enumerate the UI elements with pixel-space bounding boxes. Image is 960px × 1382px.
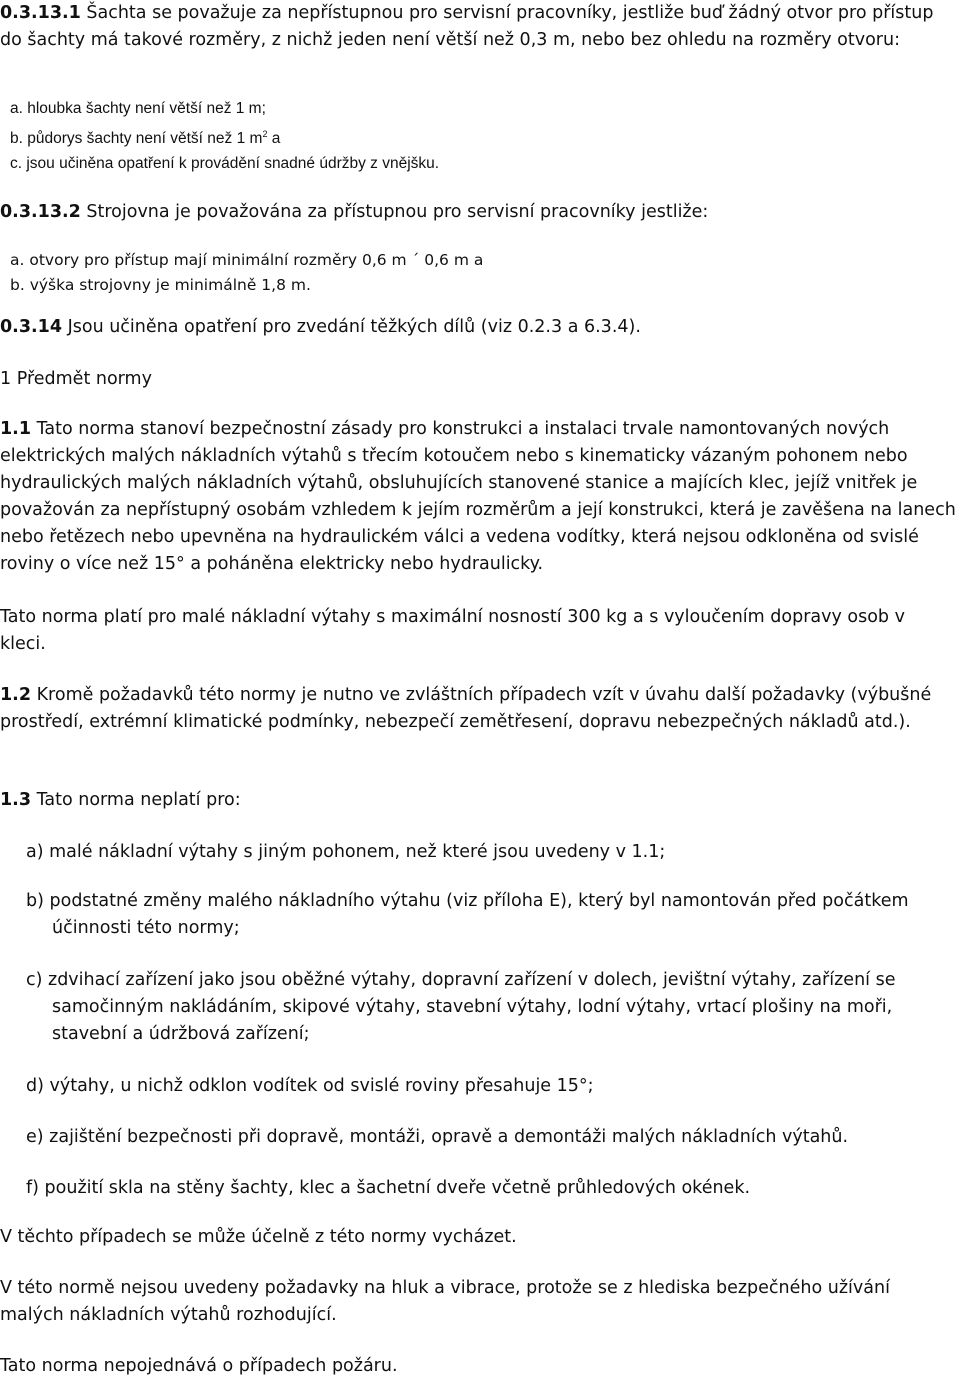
paragraph-applicability: V těchto případech se může účelně z této normy vycházet. — [0, 1227, 517, 1247]
section-number: 0.3.14 — [0, 317, 63, 337]
paragraph-text: Šachta se považuje za nepřístupnou pro servisní pracovníky, jestliže buď žádný otvor pro přístup do šachty má takové rozměry, z nichž jeden není větší než 0,3 m, nebo bez ohledu na rozměry otvoru: — [0, 3, 934, 50]
paragraph-1-2 — [0, 682, 956, 736]
list-item-b-tail: a — [267, 130, 281, 147]
paragraph-text: Tato norma neplatí pro: — [31, 790, 241, 810]
list-0-3-13-1 — [10, 97, 439, 176]
paragraph-fire: Tato norma nepojednává o případech požáru. — [0, 1356, 398, 1376]
exclusion-item-f: f) použití skla na stěny šachty, klec a šachetní dveře včetně průhledových okének. — [26, 1178, 751, 1198]
section-number: 1.3 — [0, 790, 32, 810]
exclusion-item-c: c) zdvihací zařízení jako jsou oběžné výtahy, dopravní zařízení v dolech, jevištní výtahy, zařízení se samočinným nakládáním, skipové výtahy, stavební výtahy, lodní výtahy, vrtací plošiny na moři, stavební a údržbová zařízení; — [26, 970, 896, 1044]
exclusion-item-b: b) podstatné změny malého nákladního výtahu (viz příloha E), který byl namontován před počátkem účinnosti této normy; — [26, 891, 909, 938]
exclusion-item-d: d) výtahy, u nichž odklon vodítek od svislé roviny přesahuje 15°; — [26, 1076, 594, 1096]
exclusion-item-e: e) zajištění bezpečnosti při dopravě, montáži, opravě a demontáži malých nákladních výtahů. — [26, 1127, 849, 1147]
section-0-3-14 — [0, 314, 641, 341]
superscript: 2 — [262, 129, 268, 139]
section-number: 0.3.13.1 — [0, 3, 81, 23]
section-0-3-13-1-text — [0, 0, 956, 54]
list-0-3-13-2 — [10, 248, 483, 297]
list-item-b: b. výška strojovny je minimálně 1,8 m. — [10, 276, 311, 294]
list-item-b-text: b. půdorys šachty není větší než 1 m — [10, 130, 263, 147]
paragraph-scope: Tato norma platí pro malé nákladní výtahy s maximální nosností 300 kg a s vyloučením dopravy osob v kleci. — [0, 607, 905, 654]
list-item-b — [10, 122, 439, 151]
paragraph-text: Strojovna je považována za přístupnou pro servisní pracovníky jestliže: — [80, 202, 709, 222]
section-number: 0.3.13.2 — [0, 202, 81, 222]
paragraph-text: Jsou učiněna opatření pro zvedání těžkých dílů (viz 0.2.3 a 6.3.4). — [62, 317, 641, 337]
section-number: 1.1 — [0, 419, 32, 439]
section-heading: 1 Předmět normy — [0, 369, 152, 389]
section-0-3-13-1 — [0, 0, 956, 54]
list-item-a: a. otvory pro přístup mají minimální rozměry 0,6 m ´ 0,6 m a — [10, 251, 484, 269]
list-item-c: c. jsou učiněna opatření k provádění snadné údržby z vnějšku. — [10, 155, 440, 172]
paragraph-1-3 — [0, 787, 241, 814]
section-0-3-13-2 — [0, 199, 708, 226]
paragraph-text: Tato norma stanoví bezpečnostní zásady pro konstrukci a instalaci trvale namontovaných nových elektrických malých nákladních výtahů s třecím kotoučem nebo s kinematicky vázaným pohonem nebo hydraulických malých nákladních výtahů, obsluhujících stanovené stanice a majících klec, jejíž vnitřek je považován za nepřístupný osobám vzhledem k jejím rozměrům a její konstrukci, která je zavěšena na lanech nebo řetězech nebo upevněna na hydraulickém válci a vedena vodítky, která nejsou odkloněna od svislé roviny o více než 15° a poháněna elektricky nebo hydraulicky. — [0, 419, 956, 574]
list-item-a: a. hloubka šachty není větší než 1 m; — [10, 100, 266, 117]
exclusion-item-a: a) malé nákladní výtahy s jiným pohonem, než které jsou uvedeny v 1.1; — [26, 842, 666, 862]
paragraph-1-1 — [0, 416, 956, 578]
paragraph-noise: V této normě nejsou uvedeny požadavky na hluk a vibrace, protože se z hlediska bezpečného užívání malých nákladních výtahů rozhodující. — [0, 1278, 890, 1325]
paragraph-text: Kromě požadavků této normy je nutno ve zvláštních případech vzít v úvahu další požadavky (výbušné prostředí, extrémní klimatické podmínky, nebezpečí zemětřesení, dopravu nebezpečných nákladů atd.). — [0, 685, 932, 732]
section-number: 1.2 — [0, 685, 32, 705]
